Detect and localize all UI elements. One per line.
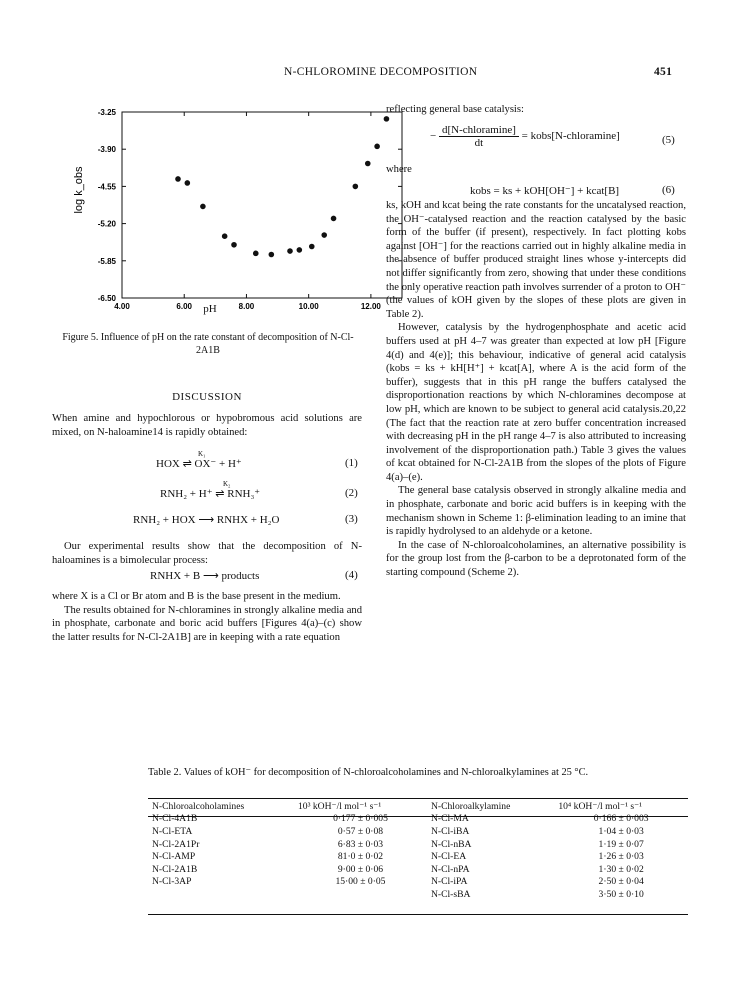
header-alkylamine: N-Chloroalkylamine — [430, 800, 511, 812]
axis-ticks — [122, 112, 402, 298]
table-cell: N-Cl-AMP — [152, 851, 196, 863]
x-tick-label: 10.00 — [298, 302, 319, 311]
eq1-constant: K₁ — [198, 450, 206, 458]
y-axis-label: log k_obs — [73, 166, 85, 214]
right-body: ks, kOH and kcat being the rate constants for the uncatalysed reaction, the OH⁻-catalysed reaction and the reaction catalysed by the basic form of the buffer (if present), respectively. In fact plotting kobs against [OH⁻] for the reactions carried out in highly alkaline media in the absence of buffer produced straight lines whose y-intercepts did not differ significantly from zero, showing that under these conditions the only operative reaction path involves surrender of a proton to OH⁻ (the values of kOH given by the slopes of these plots are given in Table 2). However, catalysis by the hydrogenphosphate and acetic acid buffers used at pH 4–7 was greater than expected at low pH [Figure 4(d) and 4(e)]; this behaviour, indicative of general acid catalysis (kobs = ks + kH[H⁺] + kcat[A], where A is the acid form of the buffer), suggests that in this pH range the buffers catalysed the disproportionation reactions by which N-chloramines decompose at low pH, which are known to be subject to general acid catalysis.20,22 (The fact that the reaction rate at zero buffer concentration increased with decreasing pH in the pH range 4–7 is also attributed to increasing involvement of the disproportionation path.) Table 3 gives the values of kcat obtained for N-Cl-2A1B from the slopes of the plots of Figure 4(a)–(e). The general base catalysis observed in strongly alkaline media and in phosphate, carbonate and boric acid buffers is in keeping with the mechanism shown in Scheme 1: β-elimination leading to an imine that is rapidly hydrolysed to an aldehyde or a ketone. In the case of N-chloroalcoholamines, an alternative possibility is for the group lost from the β-carbon to be a deprotonated form of the starting compound (Scheme 2). — [386, 200, 686, 579]
equation-6: kobs = ks + kOH[OH⁻] + kcat[B] — [470, 185, 620, 197]
table-cell: N-Cl-2A1Pr — [152, 838, 200, 850]
y-tick-label: -3.90 — [97, 145, 116, 155]
running-title: N-CHLOROMINE DECOMPOSITION — [284, 66, 478, 78]
equation-4: RNHX + B ⟶ products — [150, 570, 260, 582]
header-alcoholamines: N-Chloroalcoholamines — [152, 800, 245, 812]
table-top-rule — [148, 798, 688, 799]
table-cell: 6·83 ± 0·03 — [337, 838, 384, 850]
data-point — [253, 251, 259, 257]
section-heading: DISCUSSION — [172, 391, 242, 403]
data-point — [353, 184, 359, 190]
table-row — [148, 876, 688, 889]
table-cell: N-Cl-sBA — [430, 888, 471, 900]
table-2-caption: Table 2. Values of kOH⁻ for decomposition of N-chloroalcoholamines and N-chloroalkylamines at 25 °C. — [148, 767, 589, 778]
data-point — [175, 176, 181, 182]
table-cell: N-Cl-3AP — [152, 876, 192, 888]
table-row — [148, 825, 688, 838]
equation-3: RNH₂ + HOX ⟶ RNHX + H₂O — [133, 514, 280, 526]
data-point — [374, 144, 380, 150]
table-cell: 1·04 ± 0·03 — [598, 825, 644, 837]
table-cell: 1·19 ± 0·07 — [598, 838, 644, 850]
table-cell: 0·177 ± 0·005 — [333, 813, 388, 825]
equation-5: − $\frac{\text{d[N-chloramine]}}{dt}$ = kobs[N-chloramine] — [430, 124, 620, 149]
data-point — [269, 252, 275, 258]
y-tick-label: -5.85 — [97, 256, 116, 266]
x-tick-label: 8.00 — [238, 302, 255, 311]
eq1-number: (1) — [345, 457, 358, 469]
data-point — [297, 247, 303, 253]
data-point — [222, 233, 228, 239]
where-label: where — [386, 164, 412, 175]
table-bottom-rule — [148, 914, 688, 915]
y-tick-label: -5.20 — [97, 219, 116, 229]
eq4-number: (4) — [345, 569, 358, 581]
data-point — [384, 116, 390, 122]
y-tick-label: -3.25 — [97, 108, 116, 117]
header-koh-1: 10³ kOH⁻/l mol⁻¹ s⁻¹ — [297, 800, 382, 812]
data-point — [185, 180, 191, 186]
table-cell: 81·0 ± 0·02 — [337, 851, 384, 863]
y-tick-labels — [98, 108, 117, 303]
table-row — [148, 888, 688, 901]
figure-5-chart — [52, 100, 381, 320]
table-cell: 0·166 ± 0·003 — [593, 813, 649, 825]
table-row — [148, 863, 688, 876]
table-cell: N-Cl-nBA — [430, 838, 472, 850]
x-tick-label: 4.00 — [114, 302, 130, 311]
table-cell: N-Cl-4A1B — [152, 813, 198, 825]
plot-frame — [122, 112, 402, 298]
x-tick-label: 12.00 — [360, 302, 381, 311]
header-koh-2: 10⁴ kOH⁻/l mol⁻¹ s⁻¹ — [558, 800, 643, 812]
data-point — [365, 161, 371, 167]
x-axis-label: pH — [203, 303, 217, 315]
data-point — [321, 232, 327, 238]
table-cell: N-Cl-iPA — [430, 876, 468, 888]
table-cell: 15·00 ± 0·05 — [335, 876, 386, 888]
data-point — [231, 242, 237, 248]
table-cell: 1·26 ± 0·03 — [598, 851, 644, 863]
left-para-1: When amine and hypochlorous or hypobromous acid solutions are mixed, on N-haloamine14 is rapidly obtained: — [52, 413, 362, 438]
table-row — [148, 838, 688, 851]
x-tick-label: 6.00 — [176, 302, 193, 311]
left-para-2: Our experimental results show that the decomposition of N-haloamines is a bimolecular process: — [52, 541, 362, 566]
table-cell: N-Cl-iBA — [430, 825, 470, 837]
table-header-rule — [148, 816, 688, 817]
data-point — [331, 216, 337, 222]
y-tick-label: -4.55 — [97, 182, 116, 192]
y-tick-label: -6.50 — [97, 294, 116, 303]
figure-caption: Figure 5. Influence of pH on the rate constant of decomposition of N-Cl-2A1B — [62, 332, 354, 356]
eq2-number: (2) — [345, 487, 358, 499]
table-cell: N-Cl-EA — [430, 851, 467, 863]
table-cell: N-Cl-2A1B — [152, 863, 198, 875]
eq3-number: (3) — [345, 513, 358, 525]
table-cell — [294, 888, 427, 901]
page-number: 451 — [654, 66, 673, 78]
table-cell: 2·50 ± 0·04 — [598, 876, 644, 888]
data-point — [309, 244, 315, 250]
table-cell: N-Cl-ETA — [152, 825, 193, 837]
data-points — [175, 116, 389, 257]
table-header-row — [148, 800, 688, 813]
table-cell: N-Cl-MA — [430, 813, 469, 825]
table-row — [148, 813, 688, 826]
eq5-number: (5) — [662, 134, 675, 146]
table-cell: N-Cl-nPA — [430, 863, 470, 875]
left-para-3: where X is a Cl or Br atom and B is the base present in the medium. The results obtained for N-chloramines in strongly alkaline media and in phosphate, carbonate and boric acid buffers [Figures 4(a)–(c) show the latter results for N-Cl-2A1B] are in keeping with a rate equation — [52, 591, 362, 643]
table-cell: 0·57 ± 0·08 — [337, 825, 384, 837]
table-cell: 9·00 ± 0·06 — [337, 863, 384, 875]
data-point — [287, 248, 293, 254]
table-cell: 1·30 ± 0·02 — [598, 863, 644, 875]
data-point — [200, 204, 206, 210]
right-intro: reflecting general base catalysis: — [386, 104, 524, 115]
table-row — [148, 850, 688, 863]
table-cell: 3·50 ± 0·10 — [598, 888, 644, 900]
eq6-number: (6) — [662, 184, 675, 196]
eq2-constant: K₂ — [223, 480, 231, 488]
equation-1: HOX ⇌ OX⁻ + H⁺ — [156, 458, 242, 470]
table-cell — [148, 888, 294, 901]
equation-2: RNH₂ + H⁺ ⇌ RNH₃⁺ — [160, 488, 261, 500]
